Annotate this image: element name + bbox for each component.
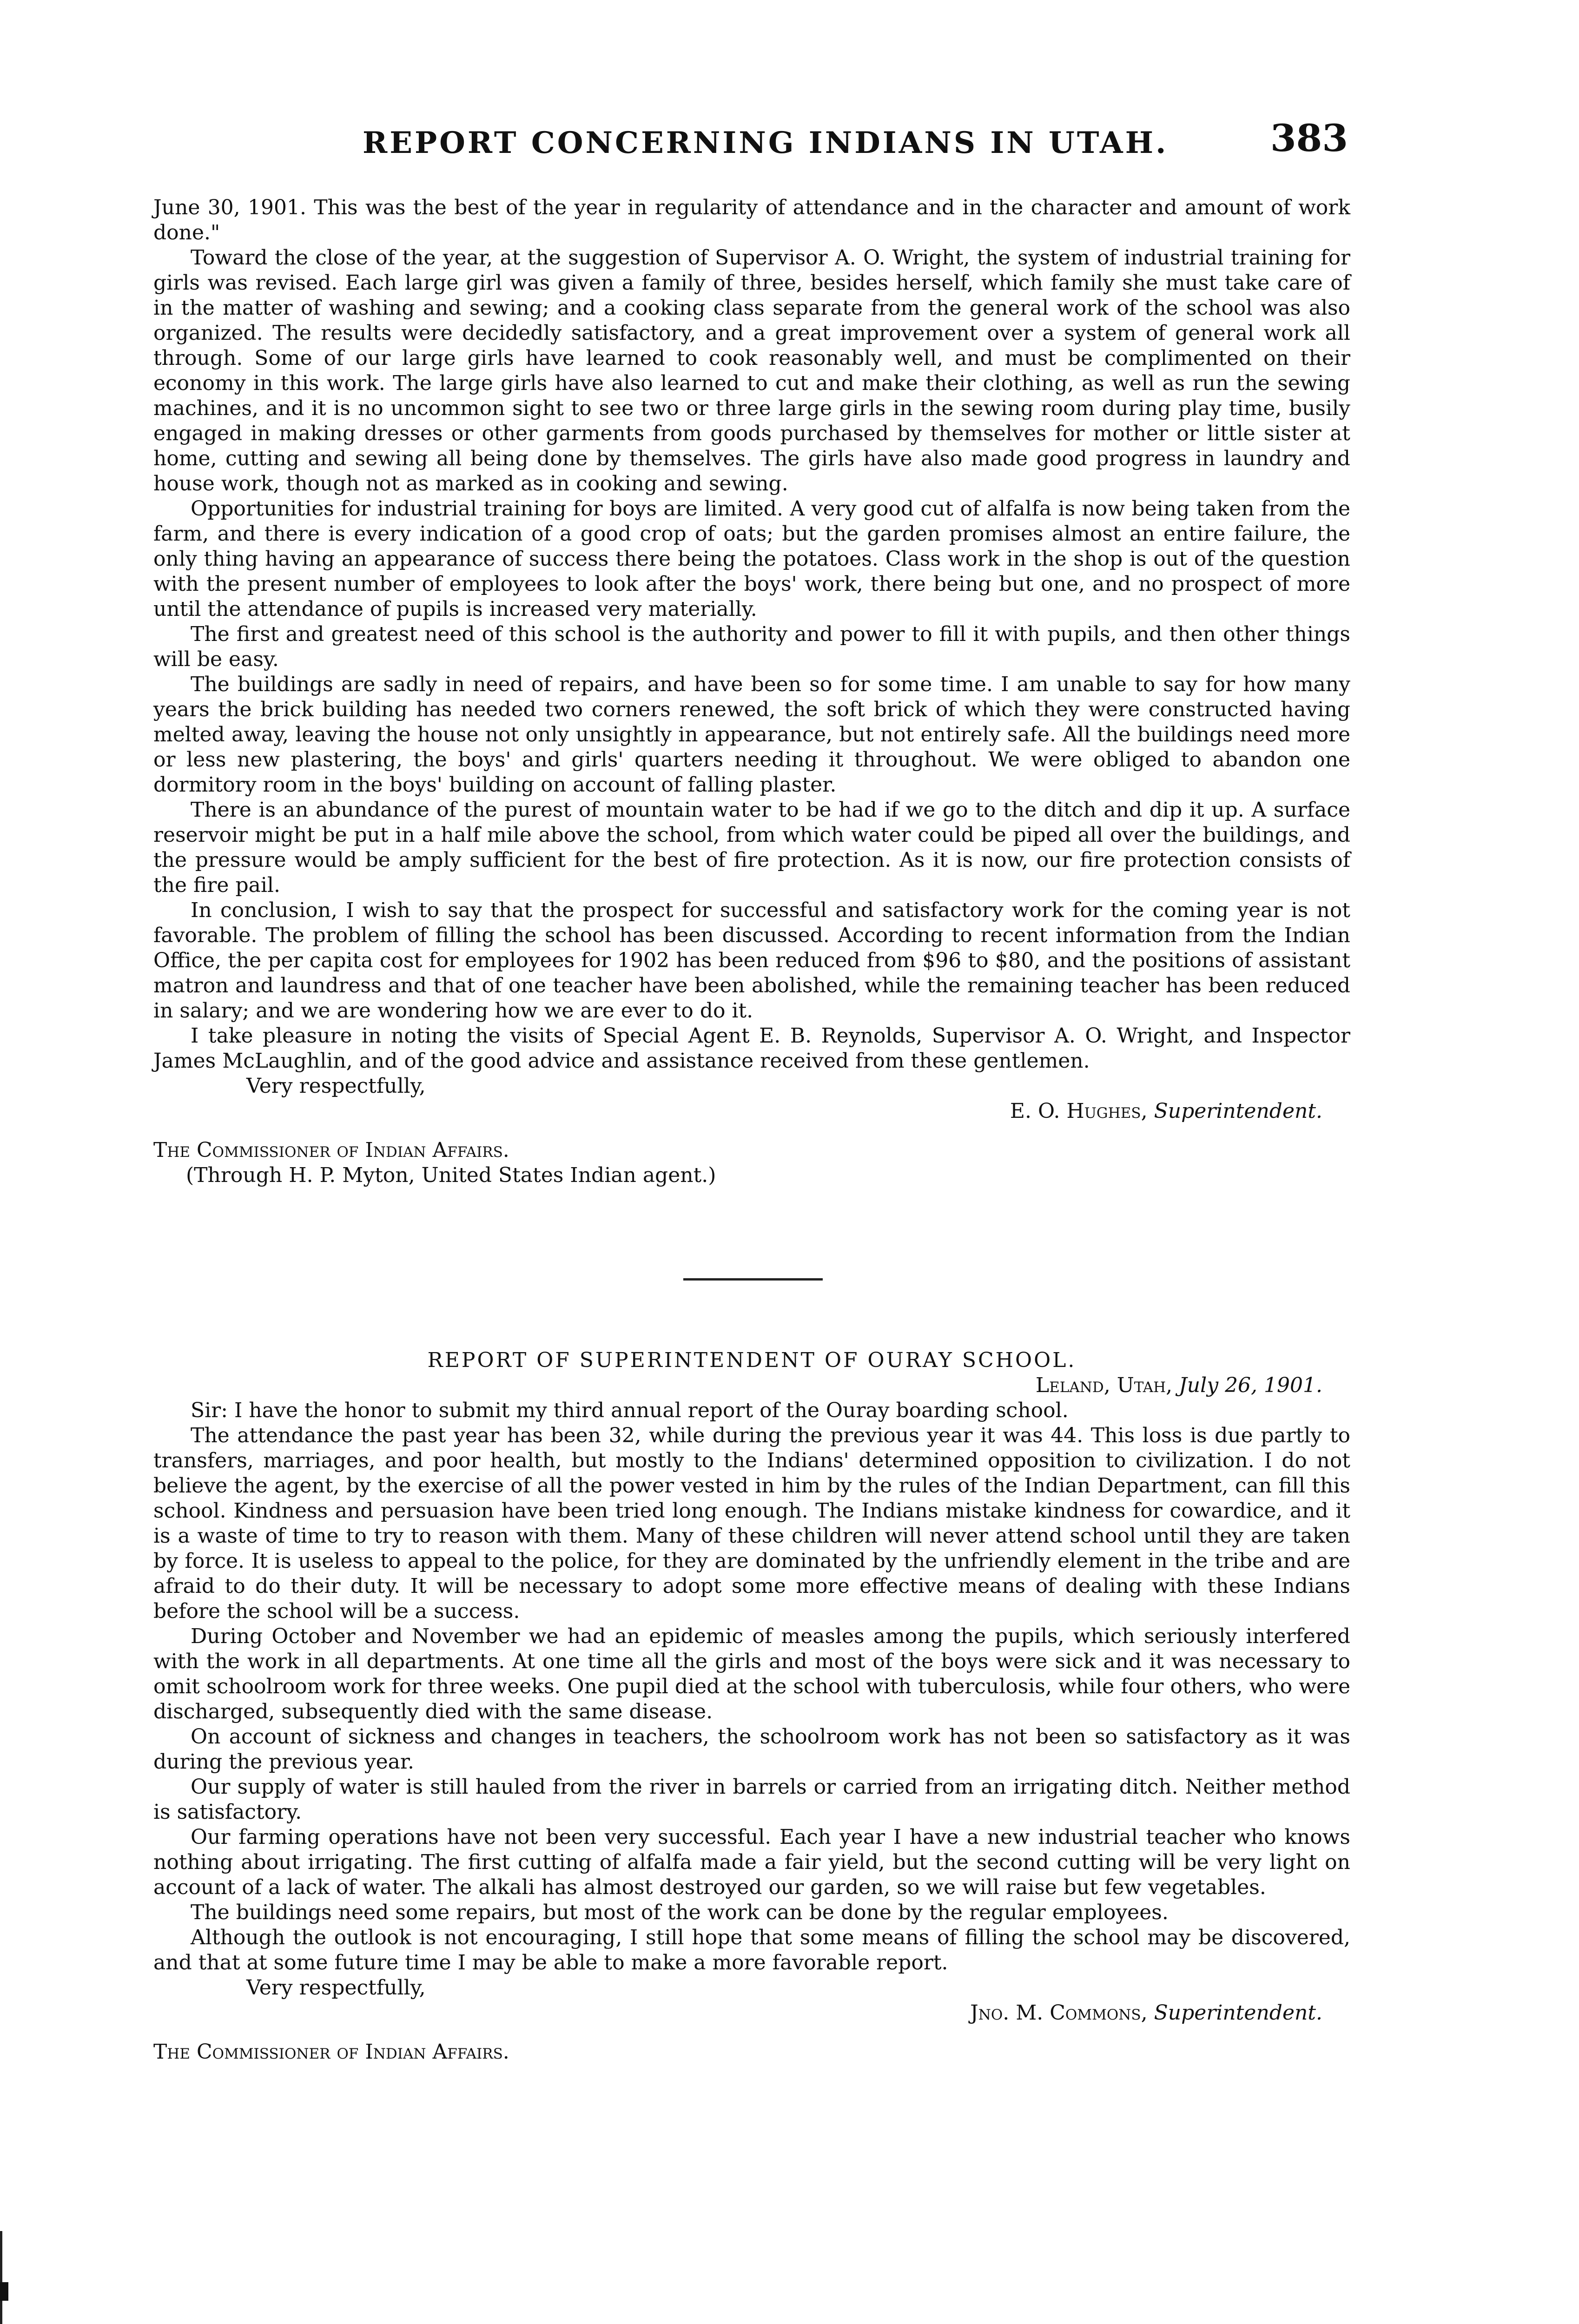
dateline <box>153 1373 1350 1398</box>
paragraph: The buildings need some repairs, but most of the work can be done by the regular employees. <box>191 1901 1169 1924</box>
signature-role: Superintendent. <box>1154 1099 1322 1123</box>
paragraph: Opportunities for industrial training for boys are limited. A very good cut of alfalfa is now being taken from the farm, and there is every indication of a good crop of oats; but the garden promises almost an entire failure, the only thing having an appearance of success there being the potatoes. Class work in the shop is out of the question with the present number of employees to look after the boys' work, there being but one, and no prospect of more until the attendance of pupils is increased very materially. <box>153 497 1350 621</box>
scan-edge-mark <box>0 2231 8 2324</box>
signature-name: Jno. M. Commons, <box>970 2001 1148 2025</box>
address-block <box>153 2040 1350 2065</box>
report-heading: REPORT OF SUPERINTENDENT OF OURAY SCHOOL. <box>427 1348 1077 1372</box>
page-number: 383 <box>1270 116 1348 160</box>
scan-edge-tick <box>0 2282 8 2301</box>
addressee: The Commissioner of Indian Affairs. <box>153 2040 509 2064</box>
closing-salutation: Very respectfully, <box>246 1074 426 1098</box>
signature <box>153 1099 1350 1124</box>
first-report-continuation <box>153 195 1350 1188</box>
running-header <box>153 116 1348 172</box>
paragraph: Our farming operations have not been very successful. Each year I have a new industrial teacher who knows nothing about irrigating. The first cutting of alfalfa made a fair yield, but the second cutting will be very light on account of a lack of water. The alkali has almost destroyed our garden, so we will raise but few vegetables. <box>153 1825 1350 1899</box>
closing-salutation: Very respectfully, <box>246 1976 426 2000</box>
paragraph: The first and greatest need of this school is the authority and power to fill it with pupils, and then other things will be easy. <box>153 622 1350 671</box>
paragraph: On account of sickness and changes in teachers, the schoolroom work has not been so satisfactory as it was during the previous year. <box>153 1725 1350 1774</box>
ouray-school-report <box>153 1348 1350 2065</box>
paragraph: In conclusion, I wish to say that the prospect for successful and satisfactory work for the coming year is not favorable. The problem of filling the school has been discussed. According to recent information from the Indian Office, the per capita cost for employees for 1902 has been reduced from $96 to $80, and the positions of assistant matron and laundress and that of one teacher have been abolished, while the remaining teacher has been reduced in salary; and we are wondering how we are ever to do it. <box>153 898 1350 1023</box>
paragraph: The attendance the past year has been 32, while during the previous year it was 44. This loss is due partly to transfers, marriages, and poor health, but mostly to the Indians' determined opposition to civilization. I do not believe the agent, by the exercise of all the power vested in him by the rules of the Indian Department, can fill this school. Kindness and persuasion have been tried long enough. The Indians mistake kindness for cowardice, and it is a waste of time to try to reason with them. Many of these children will never attend school until they are taken by force. It is useless to appeal to the police, for they are dominated by the unfriendly element in the tribe and are afraid to do their duty. It will be necessary to adopt some more effective means of dealing with these Indians before the school will be a success. <box>153 1424 1350 1623</box>
dateline-date: July 26, 1901. <box>1179 1373 1322 1397</box>
paragraph: Sir: I have the honor to submit my third annual report of the Ouray boarding school. <box>191 1399 1069 1422</box>
paragraph: Toward the close of the year, at the suggestion of Supervisor A. O. Wright, the system of industrial training for girls was revised. Each large girl was given a family of three, besides herself, which family she must take care of in the matter of washing and sewing; and a cooking class separate from the general work of the school was also organized. The results were decidedly satisfactory, and a great improvement over a system of general work all through. Some of our large girls have learned to cook reasonably well, and must be complimented on their economy in this work. The large girls have also learned to cut and make their clothing, as well as run the sewing machines, and it is no uncommon sight to see two or three large girls in the sewing room during play time, busily engaged in making dresses or other garments from goods purchased by themselves for mother or little sister at home, cutting and sewing all being done by themselves. The girls have also made good progress in laundry and house work, though not as marked as in cooking and sewing. <box>153 246 1350 495</box>
paragraph: I take pleasure in noting the visits of Special Agent E. B. Reynolds, Supervisor A. O. Wright, and Inspector James McLaughlin, and of the good advice and assistance received from these gentlemen. <box>153 1024 1350 1073</box>
paragraph: The buildings are sadly in need of repairs, and have been so for some time. I am unable to say for how many years the brick building has needed two corners renewed, the soft brick of which they were constructed having melted away, leaving the house not only unsightly in appearance, but not entirely safe. All the buildings need more or less new plastering, the boys' and girls' quarters needing it throughout. We were obliged to abandon one dormitory room in the boys' building on account of falling plaster. <box>153 673 1350 797</box>
signature <box>153 2000 1350 2026</box>
signature-role: Superintendent. <box>1154 2001 1322 2025</box>
through-line: (Through H. P. Myton, United States Indian agent.) <box>186 1163 716 1187</box>
dateline-place: Leland, Utah, <box>1035 1373 1173 1397</box>
address-block <box>153 1138 1350 1188</box>
paragraph: Our supply of water is still hauled from the river in barrels or carried from an irrigating ditch. Neither method is satisfactory. <box>153 1775 1350 1824</box>
signature-name: E. O. Hughes, <box>1010 1099 1148 1123</box>
paragraph: There is an abundance of the purest of mountain water to be had if we go to the ditch and dip it up. A surface reservoir might be put in a half mile above the school, from which water could be piped all over the buildings, and the pressure would be amply sufficient for the best of fire protection. As it is now, our fire protection consists of the fire pail. <box>153 798 1350 897</box>
running-title: REPORT CONCERNING INDIANS IN UTAH. <box>363 125 1169 160</box>
section-divider <box>683 1278 823 1281</box>
paragraph: During October and November we had an epidemic of measles among the pupils, which seriously interfered with the work in all departments. At one time all the girls and most of the boys were sick and it was necessary to omit schoolroom work for three weeks. One pupil died at the school with tuberculosis, while four others, who were discharged, subsequently died with the same disease. <box>153 1624 1350 1723</box>
paragraph: June 30, 1901. This was the best of the year in regularity of attendance and in the character and amount of work done." <box>153 196 1350 244</box>
addressee: The Commissioner of Indian Affairs. <box>153 1138 509 1162</box>
paragraph: Although the outlook is not encouraging, I still hope that some means of filling the school may be discovered, and that at some future time I may be able to make a more favorable report. <box>153 1926 1350 1974</box>
